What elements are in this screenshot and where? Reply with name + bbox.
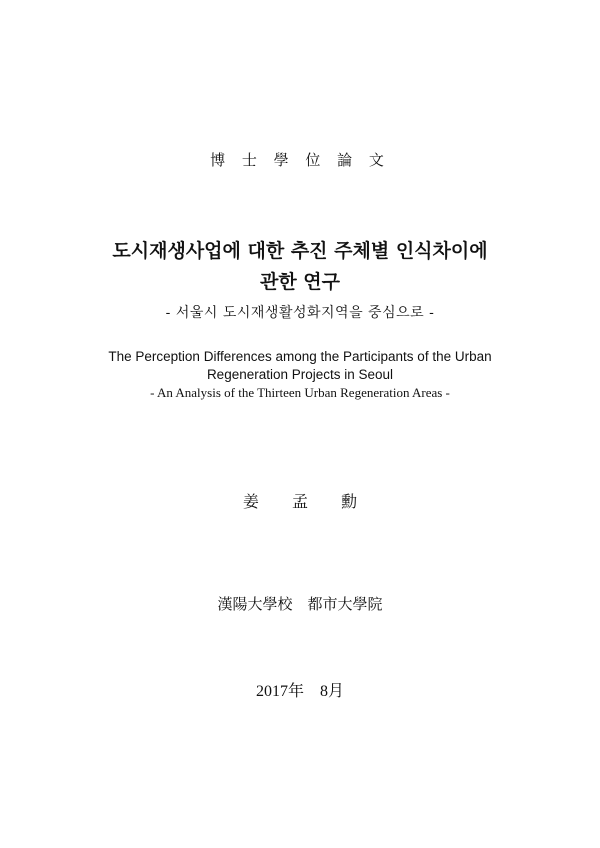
submission-date: 2017年 8月: [255, 683, 344, 700]
institution-name: 漢陽大學校 都市大學院: [217, 595, 383, 613]
english-title-line-2: Regeneration Projects in Seoul: [206, 367, 394, 382]
korean-subtitle: - 서울시 도시재생활성화지역을 중심으로 -: [165, 305, 435, 321]
english-subtitle: - An Analysis of the Thirteen Urban Regeneration Areas -: [150, 385, 450, 400]
korean-title-line-2: 관한 연구: [259, 271, 341, 293]
author-name: 姜 孟 勳: [242, 492, 372, 511]
degree-label: 博 士 學 位 論 文: [210, 151, 390, 169]
english-title-line-1: The Perception Differences among the Participants of the Urban: [108, 349, 492, 364]
korean-title-line-1: 도시재생사업에 대한 추진 주체별 인식차이에: [112, 240, 488, 262]
